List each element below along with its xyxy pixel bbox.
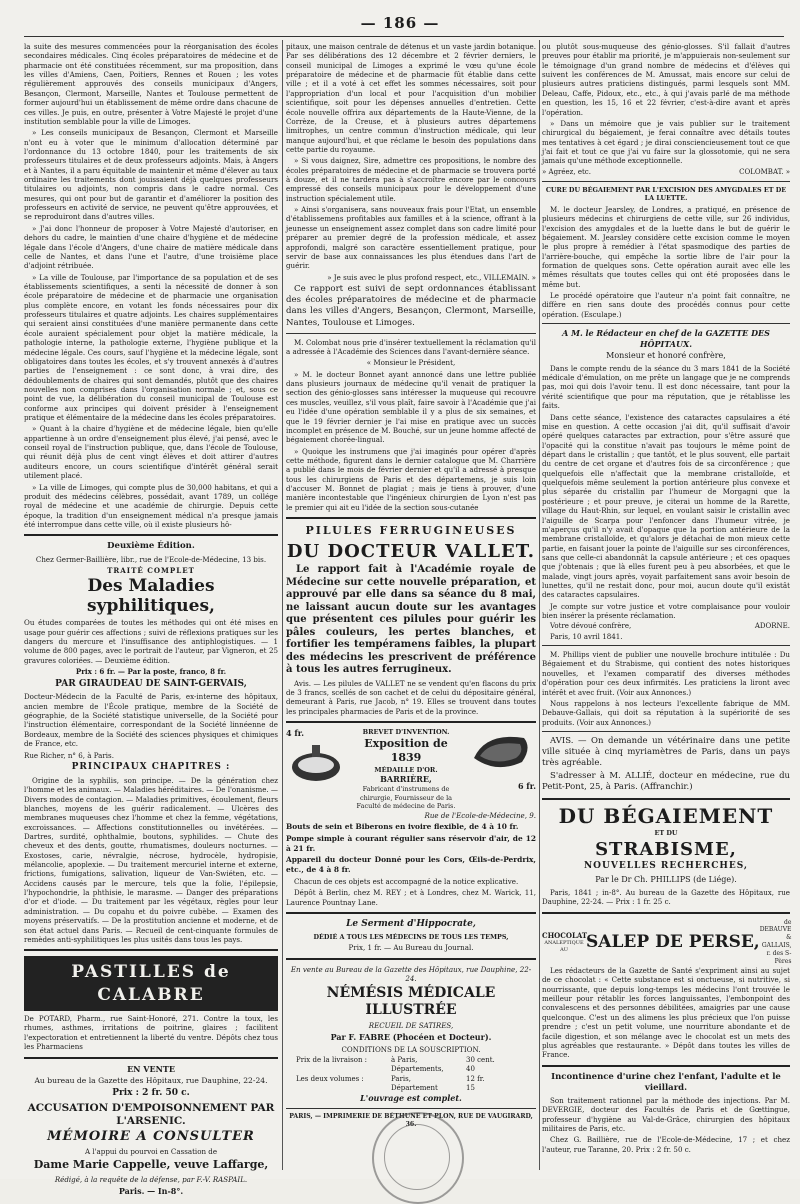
printer-footer: PARIS, — IMPRIMERIE DE BÉTHUNE ET PLON, RUE DE VAUGIRARD, 36. [289,1112,533,1128]
article-paragraph: Je compte sur votre justice et votre complaisance pour vouloir bien insérer la présente réclamation. [542,601,790,621]
ad-expo: Exposition de 1839 [364,736,448,765]
ad-author-desc: Docteur-Médecin de la Faculté de Paris, ex-interne des hôpitaux, ancien membre de l'École pratique, membre de la Société de géographie, de la Société statistique universelle, de la Société pour l'instruction élémentaire, correspondant de la Société linnéenne de Bordeaux, membre de la Société des sciences physiques et chimiques de France, etc. [24,692,278,749]
ad-redige: Rédigé, à la requête de la défense, par F.-V. RASPAIL. [54,1174,248,1184]
ad-street: Rue de l'Ecole-de-Médecine, 9. [424,810,536,820]
sign-text: Votre dévoué confrère, [550,622,632,631]
ad-maker: BARRIÈRE, [380,774,432,785]
ad-pastilles-title: PASTILLES de CALABRE [24,956,278,1011]
letter-salutation: Monsieur et honoré confrère, [606,351,726,361]
article-paragraph: M. Phillips vient de publier une nouvelle brochure intitulée : Du Bégaiement et du Strabisme, qui contient des notes historiques nouvelles, et l'examen comparatif des diverses méthodes d'opération pour ces deux infirmités. Les praticiens la liront avec intérêt et avec fruit. (Voir aux Annonces.) [542,650,790,697]
ad-author: Par le Dr Ch. PHILLIPS (de Liége). [595,875,737,885]
separator [286,517,536,519]
ad-body: Son traitement rationnel par la méthode des injections. Par M. DEVERGIE, docteur des Facultés de Paris et de Gœttingue, professeur d'hygiène au Val-de-Grâce, chirurgien des hôpitaux militaires de Paris, etc. [542,1096,790,1134]
letter-salutation: « Monsieur le Président, [366,358,456,368]
article-paragraph: » J'ai donc l'honneur de proposer à Votre Majesté d'autoriser, en dehors du cadre, le maintien d'une chaire d'hygiène et de médecine légale dans l'école d'Angers, d'une chaire de matière médicale dans celle de Nantes, et dans l'une et l'autre, d'une troisième place d'adjoint rétribuée. [24,223,278,271]
ad-complete: L'ouvrage est complet. [360,1093,462,1104]
ad-where: Au bureau de la Gazette des Hôpitaux, rue Dauphine, 22-24. [34,1076,268,1086]
ad-pastilles [24,956,278,1051]
ad-line: Pompe simple à courant régulier sans réservoir d'air, de 12 à 21 fr. [286,833,536,853]
article-paragraph: la suite des mesures commencées pour la réorganisation des écoles secondaires médicales. Cinq écoles préparatoires de médecine et de pharmacie ont été constituées récemment, sur ma proposition, dans les villes d'Amiens, Caen, Poitiers, Rennes et Rouen ; les votes régulièrement approuvés des conseils municipaux d'Angers, Besançon, Clermont, Marseille, Nantes et Toulouse permettent de former aujourd'hui un établissement de même ordre dans chacune de ces villes. Je puis, en outre, présenter à Votre Majesté le projet d'une institution semblable pour la ville de Limoges. [24,42,278,126]
ad-incontinence [542,1072,790,1155]
separator [24,1057,278,1059]
ad-chapters: Origine de la syphilis, son principe. — De la génération chez l'homme et les animaux. — Maladies héréditaires. — De l'onanisme. — Divers modes de contagion. — Maladies primitives, écoulement, fleurs blanches, moyens de les guérir radicalement. — Ulcères des membranes muqueuses chez l'homme et chez la femme, végétations, excroissances. — Affections constitutionnelles ou invétérées. — Dartres, surdité, ophthalmie, boutons, syphilides. — Chute des cheveux et des dents, goutte, rhumatismes, douleurs nocturnes. — Exostoses, carie, névralgie, nécrose, hydrocèle, hydropisie, mélancolie, apoplexie. — Du traitement mercuriel interne et externe, frictions, fumigations, salivation, liqueur de Van-Swiéten, etc. — Accidens causés par le mercure, tels que la folie, l'épilepsie, l'hypochondrie, la phthisie, le marasme. — Danger des préparations d'or et d'iode. — Du traitement par les végétaux, règles pour leur administration. — Du copahu et du poivre cubèbe. — Examen des moyens préservatifs. — De la prostitution ancienne et moderne, et de son état actuel dans Paris. — Recueil de cent-cinquante formules de remèdes anti-syphilitiques les plus usités dans tous les pays. [24,775,279,944]
ad-syphilis [24,541,278,944]
ad-avis: Avis. — Les pilules de VALLET ne se vendent qu'en flacons du prix de 3 francs, scellés de son cachet et de celui du dépositaire général, demeurant à Paris, rue Jacob, n° 19. Elles se trouvent dans toutes les principales pharmacies de Paris et de la province. [286,678,536,716]
article-paragraph: ou plutôt sous-muqueuse des génio-glosses. S'il fallait d'autres preuves pour établir ma priorité, je m'appuierais non-seulement sur le témoignage d'un grand nombre de médecins et d'élèves qui suivent les conférences de M. Amussat, mais encore sur celui de plusieurs autres praticiens distingués, parmi lesquels sont MM. Deleau, Caffe, Pidoux, etc., etc., à qui j'avais parlé de ma méthode en question, les 15, 16 et 22 février, c'est-à-dire avant et après l'opération. [542,42,790,117]
ad-medal: MÉDAILLE D'OR. [374,765,438,774]
article-paragraph: Dans cette séance, l'existence des cataractes capsulaires a été mise en question. A cette occasion j'ai dit, qu'il suffisait d'avoir opéré quelques cataractes par extraction, pour s'être assuré que l'opacité qui la constitue n'avait pas toujours le même point de départ dans le cristallin ; que tantôt, et le plus souvent, elle partait du centre de cet organe et d'autres fois de sa circonférence ; que quelquefois elle n'affectait que la membrane cristalloïde, et quelquefois même seulement la portion antérieure plus convexe et plus séparée du cristallin par l'humeur de Morgagni que la postérieure ; et pour preuve, je citerai un homme de la Rarette, village du Haut-Rhin, sur lequel, en voulant saisir le cristallin avec l'aiguille de Scarpa pour l'enfoncer dans l'humeur vitrée, je m'aperçus qu'il n'y avait d'opaque que la portion antérieure de la membrane cristalloïde, et qu'alors je détachai de mon mieux cette partie, en faisant jouer la pointe de l'aiguille sur ses circonférences, sans que celle-ci abandonnât la capsule antérieure ; et ces opaques que j'obtenais ; que là elles furent peu à peu absorbées, et que le malade, vingt jours après, voyait parfaitement sans avoir besoin de lunettes, qu'il ne restait donc, pour moi, aucun doute qu'il existât des cataractes capsulaires. [542,412,790,600]
column-2 [286,42,536,1166]
table-cell: Les deux volumes : [296,1074,364,1083]
article-paragraph: Ce rapport est suivi de sept ordonnances établissant des écoles préparatoires de médecine et de pharmacie dans les villes d'Angers, Besançon, Clermont, Marseille, Nantes, Toulouse et Limoges. [286,283,536,328]
ad-chapters-title: PRINCIPAUX CHAPITRES : [71,761,231,772]
ad-line: Chacun de ces objets est accompagné de la notice explicative. [294,876,519,886]
article-paragraph: » Ainsi s'organisera, sans nouveaux frais pour l'Etat, un ensemble d'établissemens profitables aux familles et à la science, offrant à la jeunesse un enseignement assez complet dans son cadre limité pour préparer au premier degré de la profession médicale, et assez approfondi, malgré son caractère essentiellement pratique, pour servir de base aux connaissances les plus étendues dans l'art de guérir. [286,205,536,271]
letter-heading: A M. le Rédacteur en chef de la GAZETTE DES HÔPITAUX. [562,328,770,349]
ad-price-right: 6 fr. [517,780,536,791]
ad-body: Ou études comparées de toutes les méthodes qui ont été mises en usage pour guérir ces affections ; suivi de réflexions pratiques sur les dangers du mercure et l'insuffisance des antiphlogistiques. — 1 volume de 800 pages, avec le portrait de l'auteur, par Vigneron, et 25 gravures coloriées. — Deuxième édition. [24,618,278,665]
separator [542,1065,790,1067]
ad-brevet: BREVET D'INVENTION. [362,728,450,737]
closing-text: » Agréez, etc. [542,167,591,176]
page-number: — 186 — [360,14,440,32]
closing-signature: COLOMBAT. » [739,167,790,176]
column-1 [24,42,279,1197]
separator [24,534,278,536]
ad-name: Dame Marie Cappelle, veuve Laffarge, [33,1158,269,1172]
ad-title1: ACCUSATION D'EMPOISONNEMENT PAR L'ARSENIC. [27,1102,275,1127]
article-paragraph: » Les conseils municipaux de Besançon, Clermont et Marseille n'ont eu à voter que le minimum d'allocation déterminé par l'ordonnance du 13 octobre 1840, pour les traitements de six professeurs titulaires et de deux professeurs adjoints. Mais, à Angers et à Nantes, il a paru équitable de maintenir et même d'élever au taux ordinaire les traitements dont jouissaient déjà quelques professeurs titulaires ou adjoints, non compris dans le cadre normal. Ces mesures, qui ont pour but de garantir et d'améliorer la position des professeurs en activité de service, ne peuvent qu'être approuvées, et se reproduiront dans d'autres villes. [24,128,278,222]
ad-sub: A l'appui du pourvoi en Cassation de [84,1146,218,1156]
sign-date: Paris, 10 avril 1841. [550,631,623,641]
table-cell: Départements, [391,1065,444,1074]
article-paragraph: » M. le docteur Bonnet ayant annoncé dans une lettre publiée dans plusieurs journaux de médecine qu'il venait de pratiquer la section des génio-glosses sans intéresser la muqueuse qui recouvre ces muscles, veuillez, s'il vous plaît, faire savoir à l'Académie que j'ai eu l'idée d'une opération semblable il y a plus de six semaines, et que le 19 février dernier je l'ai mise en pratique avec un succès incomplet en présence de M. Bouché, sur un jeune homme affecté de bégaiement chorée-lingual. [286,369,536,445]
letter-signature [542,622,790,631]
section-title: CURE DU BÉGAIEMENT PAR L'EXCISION DES AMYGDALES ET DE LA LUETTE. [545,185,787,203]
column-divider [282,40,283,1170]
ad-pastilles-body: De POTARD, Pharm., rue Saint-Honoré, 271. Contre la toux, les rhumes, asthmes, irritations de poitrine, glaires ; facilitent l'expectoration et entretiennent la liberté du ventre. Dépôts chez tous les Pharmaciens [24,1014,278,1052]
table-cell: 12 fr. [466,1074,485,1083]
avis-paragraph: S'adresser à M. ALLIÉ, docteur en médecine, rue du Petit-Pont, 25, à Paris. (Affranchir.) [542,771,790,793]
article-paragraph: » La ville de Limoges, qui compte plus de 30,000 habitans, et qui a produit des médecins célèbres, possédait, avant 1789, un collége royal de médecine et une académie de chirurgie. Depuis cette époque, la tradition d'un enseignement médical n'a presque jamais été interrompue dans cette ville, où il existe plusieurs hô- [24,482,278,529]
article-paragraph: » Quoique les instrumens que j'ai imaginés pour opérer d'après cette méthode, figurent dans le dernier catalogue que M. Charrière a publié dans le mois de février dernier et qu'il a adressé à presque tous les chirurgiens de Paris et des départemens, je suis loin d'accuser M. Bonnet de plagiat ; mais je tiens à prouver, d'une manière incontestable que l'ingénieux chirurgien de Lyon n'est pas le premier qui ait eu l'idée de la section sous-cutanée [286,446,536,512]
column-3 [542,42,790,1166]
ad-en-vente: EN VENTE [127,1063,175,1074]
ad-title: Le Serment d'Hippocrate, [346,918,476,929]
ad-price: Prix : 6 fr. — Par la poste, franco, 8 fr. [75,667,227,677]
letter-closing [542,168,790,177]
ad-title: Des Maladies syphilitiques, [87,576,215,616]
ad-title2: MÉMOIRE A CONSULTER [47,1129,255,1145]
ad-right1: de DEBAUVE & GALLAIS, [759,918,792,950]
article-paragraph: » Quant à la chaire d'hygiène et de médecine légale, bien qu'elle appartienne à un ordre d'enseignement plus élevé, j'ai pensé, avec le conseil royal de l'instruction publique, que, dans l'école de Toulouse, qui réunit déjà plus de cent vingt élèves et doit attirer d'autres auditeurs encore, un cours scientifique d'intérêt général serait utilement placé. [24,424,278,481]
ad-title2: STRABISME, [595,838,737,860]
ad-barriere [286,728,536,907]
article-paragraph: M. le docteur Jearsley, de Londres, a pratiqué, en présence de plusieurs médecins et chirurgiens de cette ville, sur 26 individus, l'excision des amygdales et de la luette dans le but de guérir le bégaiement. M. Jearsley considère cette excision comme le moyen le plus propre à remédier à l'état spasmodique des parties de l'arrière-bouche, qui empêche la sortie libre de l'air pour la formation de quelques sons. Cette opération aurait avec elle les mêmes résultats que toutes celles qui ont été proposées dans le même but. [542,204,790,289]
table-cell: Prix de la livraison : [296,1056,368,1065]
sign-name: ADORNE. [754,622,790,631]
ad-price-left: 4 fr. [286,728,305,739]
ad-title: Incontinence d'urine chez l'enfant, l'adulte et le vieillard. [551,1071,781,1093]
ad-format: Paris. — In-8°. [118,1186,184,1197]
separator [542,798,790,800]
top-rule [24,36,784,37]
article-paragraph: » La ville de Toulouse, par l'importance de sa population et de ses établissements scientifiques, a senti la nécessité de donner à son école préparatoire de médecine et de pharmacie une organisation plus complète encore, en votant les fonds nécessaires pour dix professeurs titulaires et quatre adjoints. Les chaires supplémentaires qui seraient ainsi constituées d'une manière permanente dans cette école auraient spécialement pour objet la matière médicale, la pathologie interne, la pathologie externe, l'hygiène publique et la médecine légale. Ces cours, sauf l'hygiène et la médecine légale, sont obligatoires dans toutes les écoles, et s'y trouvent annexés à d'autres parties de l'enseignement : ce sont donc, à vrai dire, des dédoublements de chaires qui sont demandés, plutôt que des chaires nouvelles non comprises dans l'organisation normale ; et, sous ce point de vue, la délibération du conseil municipal de Toulouse est conforme aux principes qui doivent présider à l'enseignement pratique et élémentaire de la médecine dans les écoles préparatoires. [24,272,278,423]
article-paragraph: Nous rappelons à nos lecteurs l'excellente fabrique de MM. Debauve-Gallais, qui doit sa réputation à la supériorité de ses produits. (Voir aux Annonces.) [542,698,790,727]
ad-title: DU BÉGAIEMENT [558,804,774,829]
ad-price: Prix, 1 fr. — Au Bureau du Journal. [348,943,474,953]
ad-publisher: Chez G. Baillière, rue de l'Ecole-de-Médecine, 17 ; et chez l'auteur, rue Taranne, 20. Prix : 2 fr. 50 c. [542,1135,790,1154]
article-paragraph: Dans le compte rendu de la séance du 3 mars 1841 de la Société médicale d'émulation, on me prête un langage que je ne comprends pas, moi qui dois l'avoir tenu. Il est donc nécessaire, tant pour la vérité scientifique que pour ma réputation, que je rétablisse les faits. [542,363,790,411]
ad-salep [542,919,790,1060]
ad-publisher: Chez Germer-Baillière, libr., rue de l'Ecole-de-Médecine, 13 bis. [35,554,267,564]
article-paragraph: » Si vous daignez, Sire, admettre ces propositions, le nombre des écoles préparatoires de médecine et de pharmacie se trouvera porté à douze, et il ne tardera pas à s'accroître encore par le concours empressé des conseils municipaux pour le développement d'une instruction spécialement utile. [286,156,536,203]
ad-analeptique: ANALEPTIQUE AU [544,940,584,953]
ad-traite: TRAITÉ COMPLET [107,565,195,575]
ad-conditions: CONDITIONS DE LA SOUSCRIPTION. [341,1044,481,1054]
ad-sub: NOUVELLES RECHERCHES, [583,861,749,872]
ad-lead: Le rapport fait à l'Académie royale de Médecine sur cette nouvelle préparation, et approuvé par elle dans sa séance du 8 mai, ne laissant aucun doute sur les avantages que présentent ces pilules pour guérir les pâles couleurs, les pertes blanches, et fortifier les tempéramens faibles, la plupart des médecins les prescrivent de préférence à tous les autres ferrugineux. [286,564,536,676]
separator [286,1108,536,1109]
ad-title2: DU DOCTEUR VALLET. [286,540,536,562]
separator [542,731,790,732]
table-cell: 30 cent. [466,1056,495,1065]
article-paragraph: pitaux, une maison centrale de détenus et un vaste jardin botanique. Par ses délibérations des 12 décembre et 2 février derniers, le conseil municipal de Limoges a exprimé le vœu qu'une école préparatoire de médecine et de pharmacie fût établie dans cette ville ; et il a voté à cet effet les sommes nécessaires, soit pour l'appropriation d'un local et pour l'acquisition d'un mobilier scientifique, soit pour les dépenses annuelles d'entretien. Cette école nouvelle offrira aux départements de la Haute-Vienne, de la Corrèze, de la Creuse, et à plusieurs autres départemens limitrophes, un centre commun d'instruction médicale, qui leur manque aujourd'hui, et que réclame le besoin des populations dans cette partie du royaume. [286,42,536,154]
table-cell: à Paris, [391,1056,418,1065]
ad-price: Prix : 2 fr. 50 c. [112,1088,190,1099]
ad-line: Bouts de sein et Biberons en ivoire flexible, de 4 à 10 fr. [286,822,519,832]
article-paragraph: » Dans un mémoire que je vais publier sur le traitement chirurgical du bégaiement, je ferai connaître avec détails toutes mes tentatives à cet égard ; je dirai consciencieusement tout ce que j'ai fait et tout ce que j'ai vu faire sur la glossotomie, qui ne sera jamais qu'une méthode exceptionnelle. [542,118,790,166]
ad-begaiement [542,805,790,906]
separator [286,912,536,914]
ad-line: Dépôt à Berlin, chez M. REY ; et à Londres, chez M. Warick, 11, Laurence Pountnay Lane. [286,888,536,907]
ad-address: Rue Richer, n° 6, à Paris. [24,750,114,760]
avis-paragraph: AVIS. — On demande un vétérinaire dans une petite ville située à cinq myriamètres de Paris, dans un pays très agréable. [542,735,790,769]
column-divider [539,40,540,1170]
article-paragraph: Le procédé opératoire que l'auteur n'a point fait connaître, ne diffère en rien sans doute des procédés connus pour cette opération. (Esculape.) [542,291,790,319]
separator [542,645,790,646]
subscription-table [286,1056,536,1093]
feeding-bottle-illustration [286,741,348,787]
ad-where: En vente au Bureau de la Gazette des Hôpitaux, rue Dauphine, 22-24. [290,964,532,983]
ad-right2: r. des S-Pères [766,950,792,966]
separator [24,949,278,951]
separator [286,958,536,960]
ad-title1: PILULES FERRUGINEUSES [305,524,517,538]
ad-title: NÉMÉSIS MÉDICALE ILLUSTRÉE [326,985,496,1019]
ad-et: ET DU [654,829,678,838]
table-cell: Département [391,1083,438,1092]
separator [286,721,536,723]
ad-maker-desc: Fabricant d'instrumens de chirurgie, Fournisseur de la Faculté de médecine de Paris. [356,784,456,811]
ad-author: Par F. FABRE (Phocéen et Docteur). [330,1032,492,1043]
table-cell: 15 [466,1083,475,1092]
ad-body: Les rédacteurs de la Gazette de Santé s'expriment ainsi au sujet de ce chocolat : « Cette substance est si onctueuse, si nutritive, si nourrissante, que depuis long-temps les médecins l'ont trouvée le meilleur pour rétablir les forces languissantes, l'embonpoint des convalescens et des personnes débilitées, amaigries par une cause quelconque. C'est un des alimens les plus précieux que l'on puisse prendre ; c'est un petit volume, une nourriture abondante et de facile digestion, et son mélange avec le chocolat est un mets des plus agréables que restaurante. » Dépôt dans toutes les villes de France. [542,966,790,1060]
ad-edition: Deuxième Édition. [107,541,195,552]
separator [286,333,536,334]
article-paragraph: M. Colombat nous prie d'insérer textuellement la réclamation qu'il a adressée à l'Académie des Sciences dans l'avant-dernière séance. [286,337,536,357]
article-signature: » Je suis avec le plus profond respect, etc., VILLEMAIN. » [327,272,536,282]
library-stamp-mark [384,1124,450,1190]
ad-serment [286,919,536,953]
ad-sub: RECUEIL DE SATIRES, [368,1020,454,1030]
ad-author: PAR GIRAUDEAU DE SAINT-GERVAIS, [55,678,247,689]
ad-title: SALEP DE PERSE, [586,932,760,953]
separator [542,912,790,914]
table-cell: 40 [466,1065,475,1074]
ad-line: Appareil du docteur Donné pour les Cors, Œils-de-Perdrix, etc., de 4 à 8 fr. [286,855,536,875]
ad-nemesis [286,965,536,1104]
separator [542,323,790,324]
ad-sub: DÉDIÉ A TOUS LES MÉDECINS DE TOUS LES TEMPS, [313,932,509,941]
breast-pump-illustration [464,728,536,780]
table-cell: Paris, [391,1074,411,1083]
ad-chocolat: CHOCOLAT [542,931,588,941]
ad-info: Paris, 1841 ; in-8°. Au bureau de la Gazette des Hôpitaux, rue Dauphine, 22-24. — Prix : 1 fr. 25 c. [542,887,790,907]
ad-laffarge [24,1064,278,1197]
separator [542,181,790,182]
ad-pilules [286,524,536,716]
